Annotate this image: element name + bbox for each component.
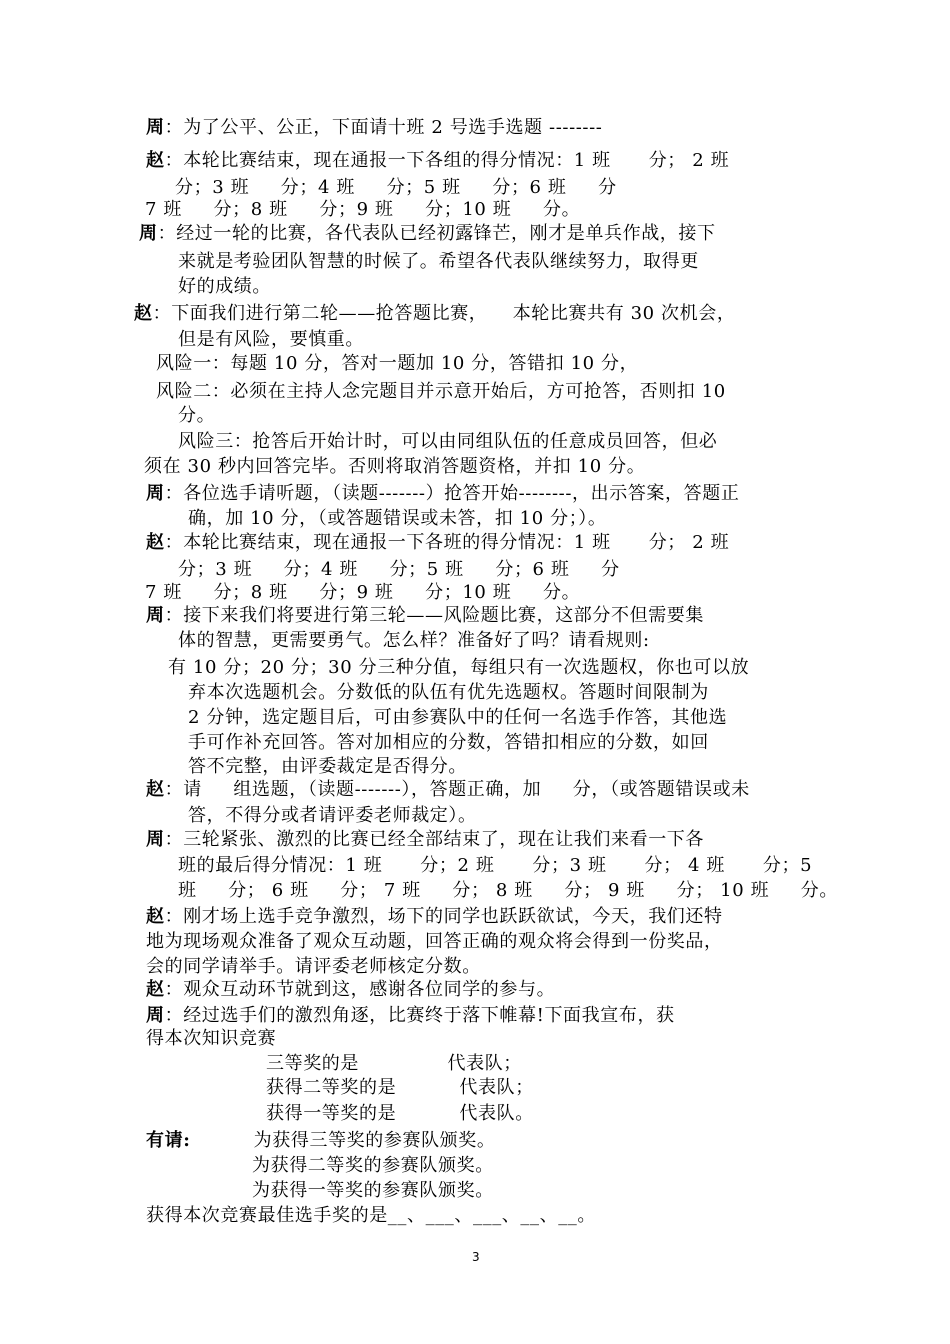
text-line xyxy=(188,731,709,755)
speaker-label: 周 xyxy=(146,483,165,504)
line-text: ：各位选手请听题，（读题-------）抢答开始--------，出示答案，答题正 xyxy=(164,483,740,504)
line-text: ：观众互动环节就到这，感谢各位同学的参与。 xyxy=(164,979,556,1000)
text-line xyxy=(146,482,739,506)
text-line xyxy=(178,879,838,903)
text-line xyxy=(178,250,699,274)
text-line xyxy=(188,706,727,730)
text-line xyxy=(266,1076,534,1100)
speaker-label: 赵 xyxy=(146,906,165,927)
text-line xyxy=(146,978,555,1002)
text-line xyxy=(156,380,726,404)
speaker-label: 周 xyxy=(139,223,158,244)
line-text: ：接下来我们将要进行第三轮——风险题比赛，这部分不但需要集 xyxy=(164,605,705,626)
line-text: 但是有风险，要慎重。 xyxy=(178,329,364,350)
text-line xyxy=(178,558,620,582)
text-line xyxy=(145,581,580,605)
text-line xyxy=(139,222,716,246)
speaker-label: 赵 xyxy=(134,303,153,324)
line-text: ：三轮紧张、激烈的比赛已经全部结束了，现在让我们来看一下各 xyxy=(164,829,705,850)
line-text: ：本轮比赛结束，现在通报一下各组的得分情况：1 班 分； 2 班 xyxy=(164,150,730,171)
text-line xyxy=(146,1129,495,1153)
text-line xyxy=(146,905,723,929)
speaker-label: 周 xyxy=(146,117,165,138)
line-text: 2 分钟，选定题目后，可由参赛队中的任何一名选手作答，其他选 xyxy=(188,707,728,728)
text-line xyxy=(178,275,271,299)
text-line xyxy=(145,198,580,222)
line-text: ：为了公平、公正，下面请十班 2 号选手选题 -------- xyxy=(164,117,603,138)
line-text: 为获得一等奖的参赛队颁奖。 xyxy=(252,1180,494,1201)
speaker-label: 周 xyxy=(146,605,165,626)
text-line xyxy=(146,955,481,979)
line-text: 来就是考验团队智慧的时候了。希望各代表队继续努力，取得更 xyxy=(178,251,699,272)
speaker-label: 周 xyxy=(146,829,165,850)
line-text: ：本轮比赛结束，现在通报一下各班的得分情况：1 班 分； 2 班 xyxy=(164,532,730,553)
text-line xyxy=(146,930,723,954)
line-text: 分；3 班 分；4 班 分；5 班 分；6 班 分 xyxy=(178,559,620,580)
text-line xyxy=(178,854,812,878)
line-text: 风险一：每题 10 分，答对一题加 10 分，答错扣 10 分， xyxy=(156,353,639,374)
text-line xyxy=(146,531,729,555)
text-line xyxy=(266,1052,522,1076)
line-text: ：经过选手们的激烈角逐，比赛终于落下帷幕!下面我宣布，获 xyxy=(164,1005,675,1026)
text-line xyxy=(146,1004,675,1028)
line-text: 7 班 分；8 班 分；9 班 分；10 班 分。 xyxy=(145,199,581,220)
text-line xyxy=(146,1204,596,1228)
line-text: 确，加 10 分，（或答题错误或未答，扣 10 分；）。 xyxy=(188,508,607,529)
line-text: 获得一等奖的是 代表队。 xyxy=(266,1103,534,1124)
page-number: 3 xyxy=(472,1250,480,1264)
line-text: 弃本次选题机会。分数低的队伍有优先选题权。答题时间限制为 xyxy=(188,682,709,703)
line-text: 答不完整，由评委裁定是否得分。 xyxy=(188,756,467,777)
text-line xyxy=(188,507,607,531)
text-line xyxy=(252,1179,494,1203)
line-text: 体的智慧，更需要勇气。怎么样？准备好了吗？请看规则: xyxy=(178,630,650,651)
text-line xyxy=(146,116,602,140)
text-line xyxy=(146,1027,276,1051)
speaker-label: 有请: xyxy=(146,1130,191,1151)
text-line xyxy=(178,430,717,454)
text-line xyxy=(188,804,477,828)
line-text: 会的同学请举手。请评委老师核定分数。 xyxy=(146,956,481,977)
text-line xyxy=(178,328,364,352)
speaker-label: 赵 xyxy=(146,779,165,800)
line-text: ：下面我们进行第二轮——抢答题比赛， 本轮比赛共有 30 次机会， xyxy=(152,303,736,324)
line-text: ：刚才场上选手竞争激烈，场下的同学也跃跃欲试，今天，我们还特 xyxy=(164,906,723,927)
line-text: 须在 30 秒内回答完毕。否则将取消答题资格，并扣 10 分。 xyxy=(144,456,646,477)
line-text: 班 分； 6 班 分； 7 班 分； 8 班 分； 9 班 分； 10 班 分。 xyxy=(178,880,838,901)
line-text: 分。 xyxy=(178,405,216,426)
text-line xyxy=(266,1102,534,1126)
text-line xyxy=(146,149,729,173)
text-line xyxy=(188,681,709,705)
line-text: 班的最后得分情况：1 班 分；2 班 分；3 班 分； 4 班 分；5 xyxy=(178,855,813,876)
text-line xyxy=(146,828,704,852)
text-line xyxy=(134,302,735,326)
line-text: 好的成绩。 xyxy=(178,276,271,297)
line-text: 三等奖的是 代表队； xyxy=(266,1053,522,1074)
line-text: 分；3 班 分；4 班 分；5 班 分；6 班 分 xyxy=(175,177,617,198)
line-text: ：请 组选题，（读题-------），答题正确，加 分，（或答题错误或未 xyxy=(164,779,750,800)
line-text: 手可作补充回答。答对加相应的分数，答错扣相应的分数，如回 xyxy=(188,732,709,753)
speaker-label: 赵 xyxy=(146,532,165,553)
line-text: 得本次知识竞赛 xyxy=(146,1028,277,1049)
text-line xyxy=(146,778,750,802)
text-line xyxy=(178,404,215,428)
text-line xyxy=(146,604,704,628)
line-text: 风险二：必须在主持人念完题目并示意开始后，方可抢答，否则扣 10 xyxy=(156,381,726,402)
text-line xyxy=(175,176,617,200)
line-text: 有 10 分；20 分；30 分三种分值，每组只有一次选题权，你也可以放 xyxy=(168,657,750,678)
line-text: 为获得二等奖的参赛队颁奖。 xyxy=(252,1155,494,1176)
line-text: 获得二等奖的是 代表队； xyxy=(266,1077,534,1098)
line-text: 获得本次竞赛最佳选手奖的是__、___、___、__、__。 xyxy=(146,1205,596,1226)
speaker-label: 赵 xyxy=(146,979,165,1000)
speaker-label: 周 xyxy=(146,1005,165,1026)
text-line xyxy=(168,656,749,680)
text-line xyxy=(188,755,467,779)
text-line xyxy=(156,352,638,376)
line-text: 7 班 分；8 班 分；9 班 分；10 班 分。 xyxy=(145,582,581,603)
text-line xyxy=(144,455,645,479)
line-text: ：经过一轮的比赛，各代表队已经初露锋芒，刚才是单兵作战，接下 xyxy=(157,223,716,244)
line-text: 答，不得分或者请评委老师裁定）。 xyxy=(188,805,477,826)
line-text: 为获得三等奖的参赛队颁奖。 xyxy=(190,1130,496,1151)
speaker-label: 赵 xyxy=(146,150,165,171)
text-line xyxy=(252,1154,494,1178)
text-line xyxy=(178,629,650,653)
line-text: 风险三：抢答后开始计时，可以由同组队伍的任意成员回答，但必 xyxy=(178,431,718,452)
line-text: 地为现场观众准备了观众互动题，回答正确的观众将会得到一份奖品， xyxy=(146,931,723,952)
